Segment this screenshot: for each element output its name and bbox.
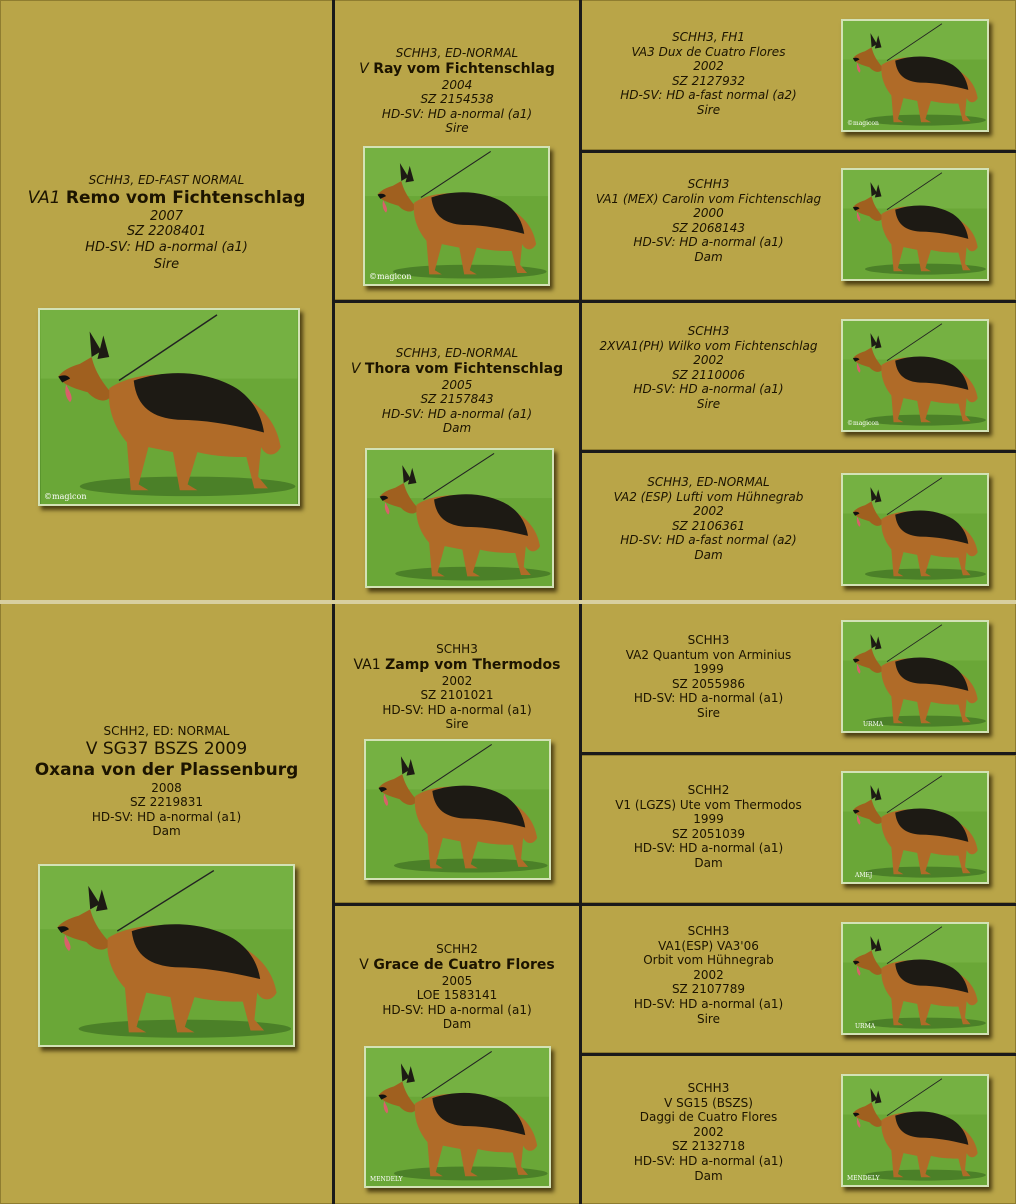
row-divider: [580, 150, 1016, 153]
titles: SCHH3, FH1: [672, 30, 745, 44]
year: 1999: [693, 662, 724, 677]
block-divider: [0, 600, 1016, 604]
titles: SCHH3, ED-NORMAL: [395, 346, 519, 360]
dog-prefix: V: [350, 360, 361, 377]
hd-rating: HD-SV: HD a-normal (a1): [381, 406, 533, 421]
parent-info: [335, 46, 579, 136]
grandparent-info: [582, 475, 835, 563]
titles: SCHH2, ED: NORMAL: [103, 724, 230, 738]
dog-name-text: Ray vom Fichtenschlag: [373, 60, 555, 77]
hd-rating: HD-SV: HD a-normal (a1): [633, 1153, 784, 1168]
dog-photo: [364, 1046, 551, 1188]
dog-name: [335, 657, 579, 674]
role: Dam: [442, 1017, 472, 1032]
registration: SZ 2219831: [129, 795, 204, 810]
dam-grandparent-cell-1: [581, 603, 1016, 753]
year: 2002: [441, 673, 473, 688]
german-shepherd-photo-icon: [843, 1076, 987, 1185]
german-shepherd-photo-icon: [367, 450, 552, 586]
dog-name-text: Remo vom Fichtenschlag: [65, 187, 306, 208]
german-shepherd-photo-icon: [40, 310, 298, 504]
dog-name: V1 (LGZS) Ute vom Thermodos: [615, 797, 802, 812]
hd-rating: HD-SV: HD a-fast normal (a2): [620, 533, 797, 548]
registration: SZ 2132718: [671, 1139, 746, 1154]
year: 2002: [693, 1124, 724, 1139]
hd-rating: HD-SV: HD a-normal (a1): [633, 235, 784, 250]
year: 2008: [151, 780, 182, 795]
registration: SZ 2208401: [126, 223, 207, 239]
dog-name: 2XVA1(PH) Wilko vom Fichtenschlag: [599, 338, 818, 353]
dog-photo: [38, 308, 300, 506]
dog-photo: [841, 168, 989, 281]
year: 2004: [441, 77, 473, 92]
grandparent-info: [582, 633, 835, 721]
dog-name-text: Grace de Cuatro Flores: [373, 956, 555, 973]
dog-name: [1, 760, 332, 781]
german-shepherd-photo-icon: [40, 866, 293, 1045]
dog-photo: [841, 1074, 989, 1187]
titles: SCHH3: [436, 642, 478, 656]
dog-prefix: V: [359, 60, 369, 77]
dog-photo: [841, 771, 989, 884]
role: Sire: [696, 396, 721, 411]
row-divider: [333, 903, 582, 906]
dog-name: VA2 Quantum von Arminius: [625, 647, 792, 662]
hd-rating: HD-SV: HD a-normal (a1): [91, 809, 242, 824]
dog-photo: [841, 19, 989, 132]
year: 2002: [693, 353, 724, 368]
titles: SCHH3: [687, 633, 730, 647]
registration: SZ 2107789: [671, 982, 746, 997]
dam-grandparent-cell-2: [581, 755, 1016, 903]
hd-rating: HD-SV: HD a-normal (a1): [381, 106, 533, 121]
grandparent-info: [582, 177, 835, 265]
dog-name: VA3 Dux de Cuatro Flores: [631, 44, 786, 59]
photo-watermark: ©magicon: [847, 120, 879, 127]
year: 2005: [441, 973, 473, 988]
grandparent-info: [582, 30, 835, 118]
dog-photo: [365, 448, 554, 588]
german-shepherd-photo-icon: [366, 741, 549, 878]
photo-watermark: AMEJ: [855, 872, 873, 879]
dog-name: [335, 957, 579, 974]
photo-watermark: URMA: [863, 721, 884, 728]
dog-name-line2: Orbit vom Hühnegrab: [643, 953, 774, 968]
registration: SZ 2051039: [671, 826, 746, 841]
titles: SCHH2: [687, 783, 730, 797]
hd-rating: HD-SV: HD a-normal (a1): [85, 239, 248, 255]
dam-parent-cell-1: [334, 603, 580, 903]
hd-rating: HD-SV: HD a-normal (a1): [633, 841, 784, 856]
dog-name: [335, 361, 579, 378]
role: Sire: [696, 1011, 720, 1026]
show-rating: V SG37 BSZS 2009: [85, 738, 248, 759]
sire-parent-cell-1: [334, 0, 580, 300]
role: Dam: [694, 1168, 723, 1183]
year: 2002: [693, 59, 724, 74]
dog-prefix: V: [359, 956, 369, 973]
hd-rating: HD-SV: HD a-normal (a1): [633, 382, 784, 397]
dog-prefix: VA1: [353, 656, 381, 673]
role: Dam: [694, 547, 723, 562]
photo-watermark: MENDELY: [370, 1176, 403, 1183]
dam-main-info: [1, 724, 332, 839]
year: 2007: [149, 208, 184, 224]
german-shepherd-photo-icon: [843, 924, 987, 1033]
titles: SCHH2: [436, 942, 478, 956]
dam-grandparent-cell-4: [581, 1055, 1016, 1204]
row-divider: [580, 903, 1016, 906]
sire-grandparent-cell-1: [581, 0, 1016, 150]
sire-main-info: [1, 173, 332, 273]
hd-rating: HD-SV: HD a-normal (a1): [382, 702, 532, 717]
titles: SCHH3: [687, 924, 730, 938]
year: 2005: [441, 377, 473, 392]
hd-rating: HD-SV: HD a-normal (a1): [633, 691, 784, 706]
role: Sire: [696, 102, 721, 117]
parent-info: [335, 942, 579, 1032]
german-shepherd-photo-icon: [843, 321, 987, 430]
registration: SZ 2154538: [420, 92, 494, 107]
dog-name: VA1(ESP) VA3'06: [658, 938, 759, 953]
sire-main-cell: [0, 0, 333, 601]
row-divider: [580, 450, 1016, 453]
dog-photo: [364, 739, 551, 880]
registration: LOE 1583141: [416, 988, 498, 1003]
german-shepherd-photo-icon: [843, 21, 987, 130]
hd-rating: HD-SV: HD a-normal (a1): [382, 1002, 532, 1017]
german-shepherd-photo-icon: [843, 622, 987, 731]
row-divider: [580, 1053, 1016, 1056]
german-shepherd-photo-icon: [843, 170, 987, 279]
role: Dam: [442, 421, 472, 436]
year: 2000: [693, 206, 724, 221]
registration: SZ 2068143: [671, 220, 746, 235]
role: Sire: [445, 121, 469, 136]
registration: SZ 2106361: [671, 518, 746, 533]
role: Dam: [694, 855, 723, 870]
german-shepherd-photo-icon: [365, 148, 548, 284]
dog-prefix: VA1: [27, 187, 61, 208]
hd-rating: HD-SV: HD a-fast normal (a2): [620, 88, 797, 103]
titles: SCHH3: [687, 177, 730, 191]
dog-name: [1, 188, 332, 209]
role: Sire: [153, 256, 180, 272]
german-shepherd-photo-icon: [843, 475, 987, 584]
row-divider: [580, 300, 1016, 303]
dog-name-text: Thora vom Fichtenschlag: [364, 360, 564, 377]
dog-name: VA2 (ESP) Lufti vom Hühnegrab: [613, 489, 804, 504]
titles: SCHH3: [687, 1081, 730, 1095]
german-shepherd-photo-icon: [843, 773, 987, 882]
registration: SZ 2055986: [671, 676, 746, 691]
dog-name: V SG15 (BSZS): [664, 1095, 753, 1110]
sire-parent-cell-2: [334, 302, 580, 601]
row-divider: [333, 300, 582, 303]
grandparent-info: [582, 783, 835, 871]
grandparent-info: [582, 924, 835, 1026]
photo-watermark: ©magicon: [44, 492, 87, 501]
dam-parent-cell-2: [334, 905, 580, 1204]
titles: SCHH3, ED-NORMAL: [647, 475, 770, 489]
sire-grandparent-cell-3: [581, 302, 1016, 450]
sire-grandparent-cell-4: [581, 452, 1016, 601]
photo-watermark: ©magicon: [369, 272, 412, 281]
titles: SCHH3: [687, 324, 730, 338]
parent-info: [335, 642, 579, 732]
dam-grandparent-cell-3: [581, 905, 1016, 1053]
registration: SZ 2101021: [420, 688, 494, 703]
grandparent-info: [582, 324, 835, 412]
dog-name: [335, 61, 579, 78]
role: Dam: [152, 824, 181, 839]
year: 2002: [693, 504, 724, 519]
dog-name-text: Zamp vom Thermodos: [385, 656, 561, 673]
titles: SCHH3, ED-NORMAL: [395, 46, 519, 60]
photo-watermark: MENDELY: [847, 1175, 880, 1182]
dog-photo: [841, 319, 989, 432]
role: Sire: [696, 705, 720, 720]
german-shepherd-photo-icon: [366, 1048, 549, 1186]
year: 1999: [693, 812, 724, 827]
photo-watermark: ©magicon: [847, 420, 879, 427]
photo-watermark: URMA: [855, 1023, 876, 1030]
dog-photo: [841, 473, 989, 586]
parent-info: [335, 346, 579, 436]
dog-name: VA1 (MEX) Carolin vom Fichtenschlag: [595, 191, 822, 206]
dog-photo: [841, 620, 989, 733]
dog-photo: [38, 864, 295, 1047]
dam-main-cell: [0, 603, 333, 1204]
dog-name-text: Oxana von der Plassenburg: [34, 759, 299, 780]
dog-name-line2: Daggi de Cuatro Flores: [639, 1110, 778, 1125]
registration: SZ 2110006: [671, 367, 746, 382]
sire-grandparent-cell-2: [581, 152, 1016, 300]
grandparent-info: [582, 1081, 835, 1183]
hd-rating: HD-SV: HD a-normal (a1): [633, 996, 784, 1011]
registration: SZ 2127932: [671, 73, 746, 88]
role: Sire: [445, 717, 469, 732]
dog-photo: [841, 922, 989, 1035]
year: 2002: [693, 967, 724, 982]
dog-photo: [363, 146, 550, 286]
role: Dam: [694, 249, 723, 264]
titles: SCHH3, ED-FAST NORMAL: [88, 173, 245, 187]
registration: SZ 2157843: [420, 392, 494, 407]
row-divider: [580, 752, 1016, 755]
